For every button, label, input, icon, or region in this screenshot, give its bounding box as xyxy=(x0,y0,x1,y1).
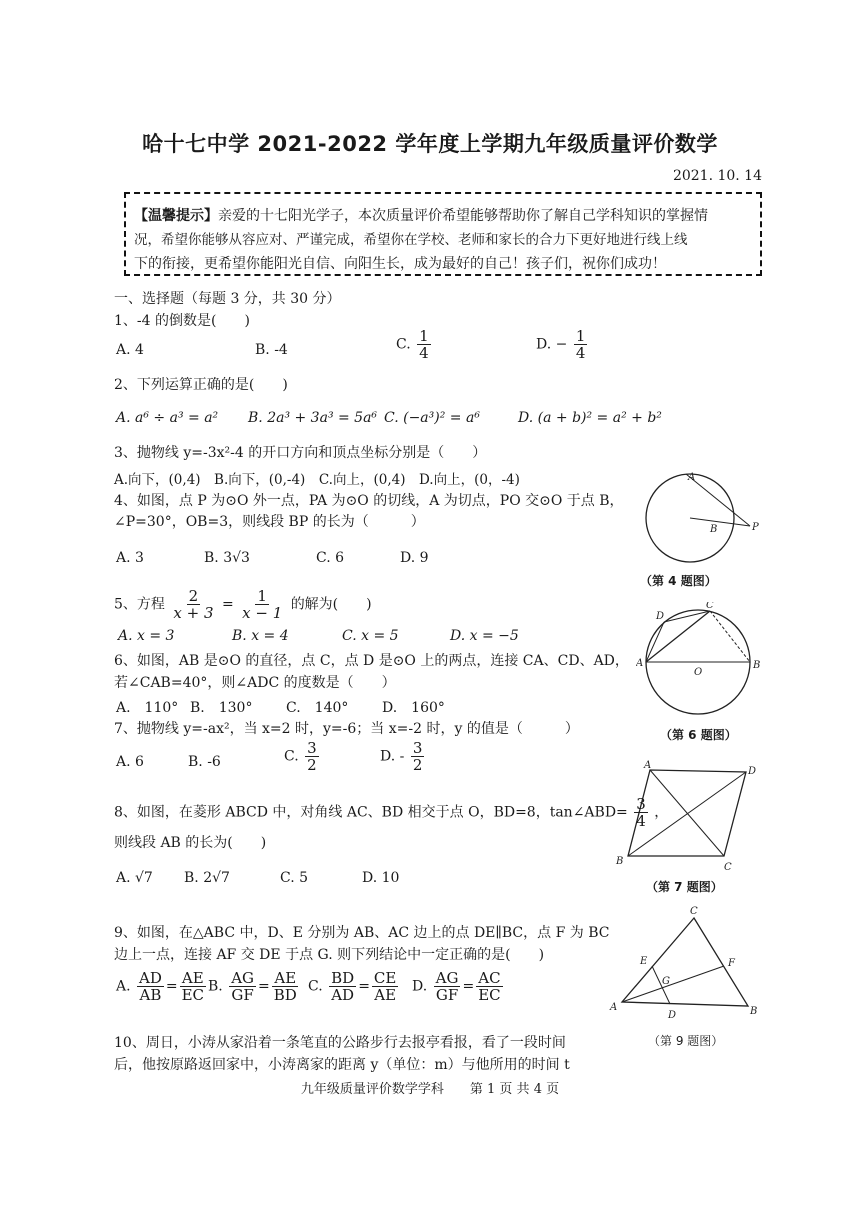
q5-fraction-2 xyxy=(240,588,284,621)
q1-c-fraction xyxy=(417,328,431,361)
q1-c-label: C. xyxy=(396,336,411,353)
q9-d-frac-1 xyxy=(434,970,461,1003)
q7-option-b: B. -6 xyxy=(188,754,221,770)
q6-label-c: C xyxy=(706,602,714,611)
q2-option-a: A. a⁶ ÷ a³ = a² xyxy=(116,410,219,426)
q1-option-c xyxy=(396,328,433,361)
q7-d-label: D. - xyxy=(380,748,405,765)
tip-label: 【温馨提示】 xyxy=(134,208,218,224)
q7-caption: （第 7 题图） xyxy=(646,880,723,894)
q9-c1-num: BD xyxy=(331,969,355,987)
q7-option-d xyxy=(380,740,426,773)
q4-stem-2: ∠P=30°，OB=3，则线段 BP 的长为（ ） xyxy=(114,514,425,530)
q4-label-b: B xyxy=(710,524,718,535)
q9-d2-den: EC xyxy=(478,986,501,1004)
q9-b-frac-1 xyxy=(229,970,256,1003)
q6-option-d: D. 160° xyxy=(382,700,445,716)
q8-option-c: C. 5 xyxy=(280,870,309,886)
tip-text-3: 下的衔接，更希望你能阳光自信、向阳生长，成为最好的自己！孩子们，祝你们成功！ xyxy=(134,256,666,272)
q6-stem-1: 6、如图，AB 是⊙O 的直径，点 C，点 D 是⊙O 上的两点，连接 CA、CD、AD， xyxy=(114,653,629,669)
q4-option-a: A. 3 xyxy=(116,550,144,566)
q7-label-a: A xyxy=(644,760,652,771)
q7-c-fraction xyxy=(305,740,319,773)
q9-d-frac-2 xyxy=(476,970,502,1003)
exam-date: 2021. 10. 14 xyxy=(672,168,762,184)
q5-f1-num: 2 xyxy=(188,587,199,605)
q9-stem-2: 边上一点，连接 AF 交 DE 于点 G. 则下列结论中一定正确的是( ) xyxy=(114,947,545,963)
q8-fraction xyxy=(634,796,648,829)
q6-figure xyxy=(636,602,766,722)
q7-d-fraction xyxy=(411,740,425,773)
q6-label-b: B xyxy=(753,660,761,671)
q9-c1-den: AD xyxy=(331,986,355,1004)
q9-c-frac-1 xyxy=(329,970,356,1003)
q9-b-eq: = xyxy=(258,978,270,995)
q5-stem-post: 的解为( ) xyxy=(290,596,372,613)
q9-a2-den: EC xyxy=(181,986,205,1004)
q9-c-label: C. xyxy=(308,978,323,995)
q8-f-num: 3 xyxy=(636,795,646,813)
q2-option-b: B. 2a³ + 3a³ = 5a⁶ xyxy=(248,410,378,426)
q7-c-num: 3 xyxy=(307,739,317,757)
q6-caption: （第 6 题图） xyxy=(660,728,737,742)
q7-option-c xyxy=(284,740,321,773)
q1-c-den: 4 xyxy=(419,344,429,362)
q8-option-a: A. √7 xyxy=(116,870,153,886)
q1-option-d xyxy=(536,328,589,361)
q8-stem-post: ， xyxy=(654,804,669,821)
q9-c2-num: CE xyxy=(373,969,397,987)
q9-label-e: E xyxy=(640,956,648,967)
q9-b1-den: GF xyxy=(231,986,254,1004)
q8-stem xyxy=(114,796,668,829)
q9-a-label: A. xyxy=(116,978,131,995)
q4-option-d: D. 9 xyxy=(400,550,429,566)
q9-d2-num: AC xyxy=(478,969,501,987)
q5-option-b: B. x = 4 xyxy=(232,628,289,644)
page-title: 哈十七中学 2021-2022 学年度上学期九年级质量评价数学 xyxy=(142,132,718,156)
q5-f2-den: x − 1 xyxy=(242,604,283,622)
q9-a-frac-2 xyxy=(180,970,206,1003)
q5-option-c: C. x = 5 xyxy=(342,628,399,644)
q9-b2-den: BD xyxy=(273,986,297,1004)
q6-stem-2: 若∠CAB=40°，则∠ADC 的度数是（ ） xyxy=(114,675,396,691)
q2-option-d: D. (a + b)² = a² + b² xyxy=(518,410,662,426)
q1-d-label: D. − xyxy=(536,336,568,353)
q1-option-a: A. 4 xyxy=(116,342,144,358)
q3-stem: 3、抛物线 y=-3x²-4 的开口方向和顶点坐标分别是（ ） xyxy=(114,445,487,461)
q6-label-d: D xyxy=(656,611,665,622)
q9-d1-den: GF xyxy=(435,986,459,1004)
q10-stem-2: 后，他按原路返回家中，小涛离家的距离 y（单位：m）与他所用的时间 t xyxy=(114,1057,570,1073)
q5-option-d: D. x = −5 xyxy=(450,628,519,644)
q9-a-eq: = xyxy=(165,978,178,995)
q9-option-d xyxy=(412,970,505,1003)
q7-d-num: 3 xyxy=(412,739,423,757)
q7-label-b: B xyxy=(616,856,624,867)
q7-d-den: 2 xyxy=(412,756,423,774)
q7-option-a: A. 6 xyxy=(116,754,144,770)
q4-label-p: P xyxy=(752,522,759,533)
q8-stem-2: 则线段 AB 的长为( ) xyxy=(114,835,267,851)
q9-option-b xyxy=(208,970,301,1003)
q2-option-c: C. (−a³)² = a⁶ xyxy=(384,410,480,426)
q6-label-a: A xyxy=(636,658,644,669)
q9-a2-num: AE xyxy=(181,969,204,987)
q9-a1-den: AB xyxy=(139,986,162,1004)
q6-chord-ad xyxy=(646,622,664,662)
q9-option-c xyxy=(308,970,400,1003)
q5-f1-den: x + 3 xyxy=(173,604,214,622)
q4-option-b: B. 3√3 xyxy=(204,550,250,566)
q4-label-a: A xyxy=(688,472,696,483)
q4-tangent-pa xyxy=(686,474,750,526)
q9-label-d: D xyxy=(668,1010,677,1021)
q9-option-a xyxy=(116,970,208,1003)
q9-label-g: G xyxy=(662,976,670,987)
q9-a1-num: AD xyxy=(139,969,162,987)
q9-a-frac-1 xyxy=(137,970,164,1003)
q5-eq: = xyxy=(221,596,234,613)
q4-option-c: C. 6 xyxy=(316,550,345,566)
q10-stem-1: 10、周日，小涛从家沿着一条笔直的公路步行去报亭看报，看了一段时间 xyxy=(114,1035,566,1051)
q9-b2-num: AE xyxy=(274,969,297,987)
q6-option-c: C. 140° xyxy=(286,700,349,716)
q5-fraction-1 xyxy=(171,588,215,621)
q6-label-o: O xyxy=(694,667,703,678)
q1-stem: 1、-4 的倒数是( ) xyxy=(114,313,250,329)
q9-stem-1: 9、如图，在△ABC 中，D、E 分别为 AB、AC 边上的点 DE∥BC，点 F 为 BC xyxy=(114,925,610,941)
q8-f-den: 4 xyxy=(636,812,646,830)
q5-option-a: A. x = 3 xyxy=(118,628,175,644)
q4-caption: （第 4 题图） xyxy=(640,574,717,588)
tip-box xyxy=(124,192,762,276)
q7-stem: 7、抛物线 y=-ax²，当 x=2 时，y=-6；当 x=-2 时，y 的值是（ ） xyxy=(114,721,579,737)
q1-d-den: 4 xyxy=(575,344,586,362)
q7-c-den: 2 xyxy=(307,756,317,774)
q1-option-b: B. -4 xyxy=(255,342,288,358)
q7-label-c: C xyxy=(724,862,732,873)
q9-b-frac-2 xyxy=(272,970,299,1003)
q9-b1-num: AG xyxy=(231,969,255,987)
q8-option-d: D. 10 xyxy=(362,870,400,886)
q4-stem-1: 4、如图，点 P 为⊙O 外一点，PA 为⊙O 的切线，A 为切点，PO 交⊙O 于点 B， xyxy=(114,493,624,509)
q5-stem xyxy=(114,588,372,621)
tip-text-2: 况，希望你能够从容应对、严谨完成，希望你在学校、老师和家长的合力下更好地进行线上线 xyxy=(134,232,688,248)
q9-c-frac-2 xyxy=(372,970,398,1003)
page-footer: 九年级质量评价数学学科 第 1 页 共 4 页 xyxy=(300,1082,560,1097)
q7-c-label: C. xyxy=(284,748,299,765)
q9-label-a: A xyxy=(610,1002,618,1013)
q9-c2-den: AE xyxy=(374,986,397,1004)
q1-d-fraction xyxy=(574,328,588,361)
q6-option-b: B. 130° xyxy=(190,700,253,716)
q9-b-label: B. xyxy=(208,978,223,995)
q5-stem-pre: 5、方程 xyxy=(114,596,165,613)
q9-c-eq: = xyxy=(358,978,370,995)
q4-figure xyxy=(628,470,768,570)
q6-option-a: A. 110° xyxy=(116,700,179,716)
q9-label-b: B xyxy=(750,1006,758,1017)
q9-label-c: C xyxy=(690,906,698,917)
q1-c-num: 1 xyxy=(419,327,429,345)
q5-f2-num: 1 xyxy=(257,587,267,605)
q9-d1-num: AG xyxy=(435,969,459,987)
q3-options: A.向下，(0,4) B.向下，(0,-4) C.向上，(0,4) D.向上，(0，-4) xyxy=(114,472,520,488)
q8-option-b: B. 2√7 xyxy=(184,870,230,886)
q8-stem-pre: 8、如图，在菱形 ABCD 中，对角线 AC、BD 相交于点 O，BD=8，tan∠ABD= xyxy=(114,804,628,821)
q9-caption: （第 9 题图） xyxy=(648,1034,724,1048)
q9-d-eq: = xyxy=(462,978,475,995)
q9-d-label: D. xyxy=(412,978,428,995)
q7-label-d: D xyxy=(748,766,757,777)
section-heading: 一、选择题（每题 3 分，共 30 分） xyxy=(114,291,341,307)
tip-text-1: 亲爱的十七阳光学子，本次质量评价希望能够帮助你了解自己学科知识的掌握情 xyxy=(218,208,708,224)
q2-stem: 2、下列运算正确的是( ) xyxy=(114,377,288,393)
q1-d-num: 1 xyxy=(575,327,586,345)
q9-label-f: F xyxy=(728,958,735,969)
q9-figure xyxy=(606,904,766,1024)
